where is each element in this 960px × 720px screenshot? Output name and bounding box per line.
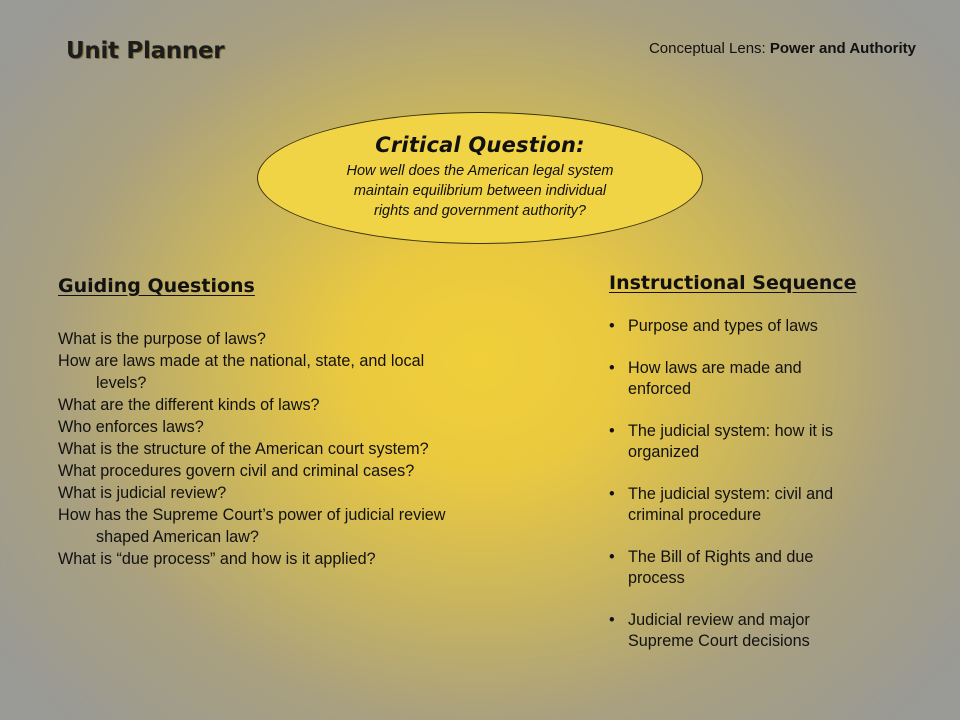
guiding-question: What are the different kinds of laws? (58, 396, 320, 414)
sequence-item-text: Supreme Court decisions (628, 632, 810, 650)
bullet-icon: • (609, 611, 615, 629)
critical-question-oval (257, 112, 703, 244)
bullet-icon: • (609, 317, 615, 335)
critical-question-line: maintain equilibrium between individual (353, 183, 607, 199)
sequence-item (609, 610, 929, 652)
guiding-question: How has the Supreme Court’s power of judicial review (58, 506, 446, 524)
guiding-question: What is “due process” and how is it applied? (58, 550, 376, 568)
instructional-sequence-list (609, 316, 929, 673)
instructional-sequence-heading: Instructional Sequence (609, 272, 857, 294)
conceptual-lens (649, 40, 916, 57)
lens-label: Conceptual Lens: (648, 40, 766, 57)
critical-question-line: How well does the American legal system (346, 163, 614, 179)
critical-question-text (315, 161, 645, 221)
sequence-item (609, 316, 929, 337)
sequence-item (609, 547, 929, 589)
sequence-item-text: enforced (628, 380, 691, 398)
sequence-item-text: How laws are made and (628, 359, 802, 377)
sequence-item-text: The judicial system: how it is (628, 422, 834, 440)
guiding-question-continued: shaped American law? (96, 528, 259, 546)
sequence-item-text: criminal procedure (628, 506, 762, 524)
guiding-questions-list (58, 328, 578, 570)
critical-question-line: rights and government authority? (374, 203, 586, 219)
sequence-item (609, 421, 929, 463)
bullet-icon: • (609, 548, 615, 566)
lens-value: Power and Authority (769, 40, 916, 57)
sequence-item (609, 484, 929, 526)
guiding-question: How are laws made at the national, state, and local (58, 352, 425, 370)
sequence-item-text: process (628, 569, 685, 587)
critical-question-title: Critical Question: (375, 133, 585, 157)
bullet-icon: • (609, 359, 615, 377)
guiding-question: What is judicial review? (58, 484, 227, 502)
sequence-item-text: Judicial review and major (628, 611, 810, 629)
guiding-question: What procedures govern civil and criminal cases? (58, 462, 415, 480)
guiding-questions-heading: Guiding Questions (58, 275, 255, 297)
sequence-item (609, 358, 929, 400)
guiding-question-continued: levels? (96, 374, 147, 392)
bullet-icon: • (609, 422, 615, 440)
sequence-item-text: The judicial system: civil and (628, 485, 834, 503)
sequence-item-text: Purpose and types of laws (628, 317, 818, 335)
guiding-question: What is the structure of the American court system? (58, 440, 429, 458)
sequence-item-text: The Bill of Rights and due (628, 548, 814, 566)
page-title: Unit Planner (66, 38, 225, 64)
bullet-icon: • (609, 485, 615, 503)
guiding-question: What is the purpose of laws? (58, 330, 266, 348)
sequence-item-text: organized (628, 443, 700, 461)
guiding-question: Who enforces laws? (58, 418, 204, 436)
